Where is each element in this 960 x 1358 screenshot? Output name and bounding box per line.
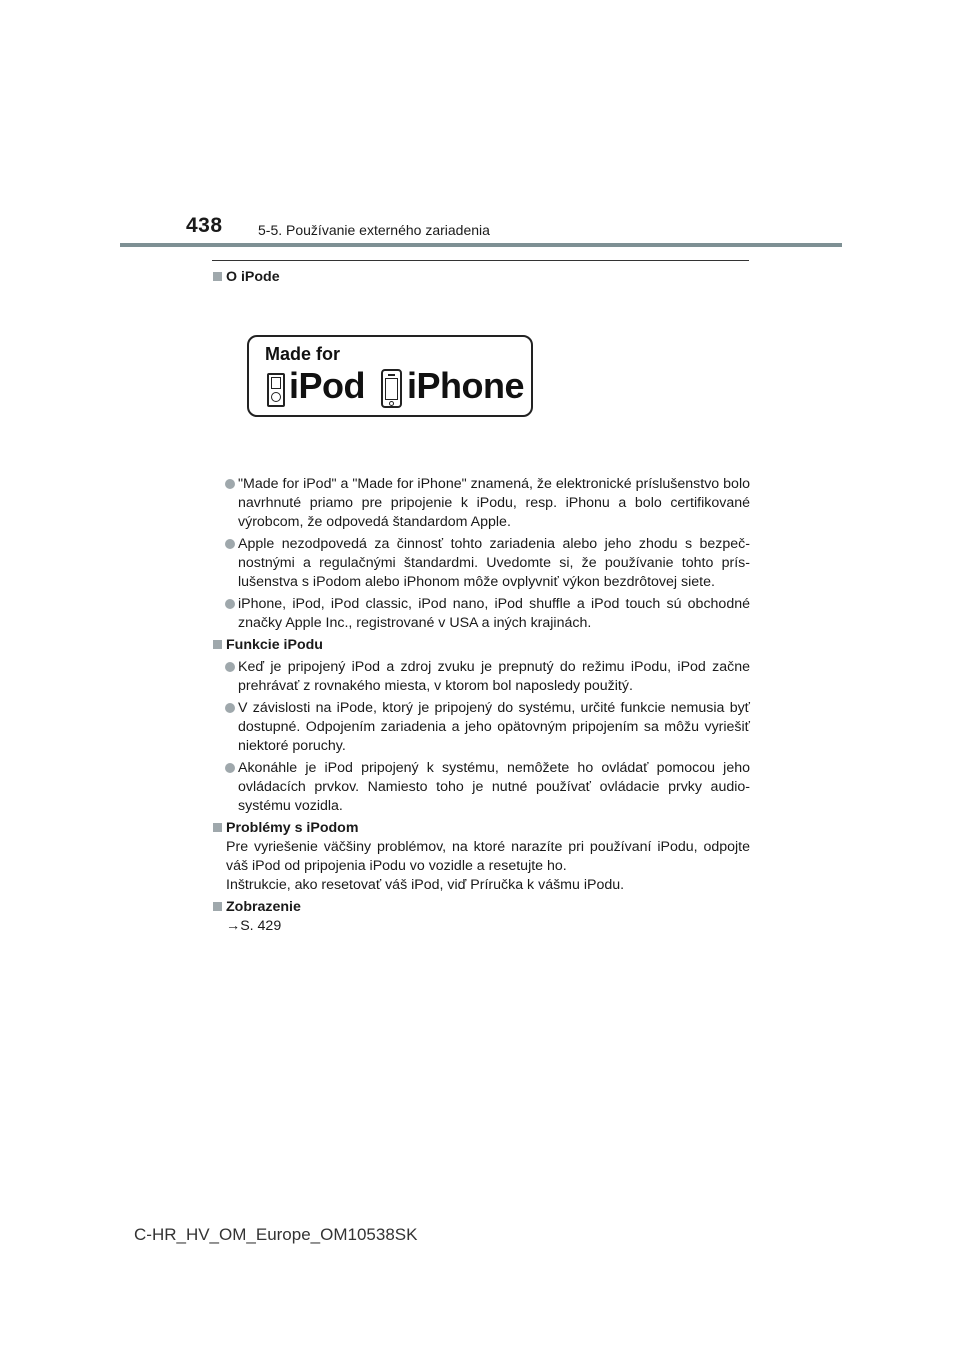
functions-bullet-list	[226, 658, 750, 816]
page-number: 438	[186, 214, 223, 237]
problems-text-reset: Inštrukcie, ako resetovať váš iPod, viď Príručka k vášmu iPodu.	[226, 877, 625, 893]
page-content	[212, 268, 750, 936]
display-page-reference: →S. 429	[226, 918, 282, 934]
document-code: C-HR_HV_OM_Europe_OM10538SK	[134, 1225, 418, 1244]
heading-ipod-problems: Problémy s iPodom	[212, 819, 750, 838]
section-divider	[212, 260, 749, 261]
list-item: Apple nezodpovedá za činnosť tohto zariadenia alebo jeho zhodu s bezpečnostnými a regulačnými štandardmi. Uvedomte si, že používanie tohto príslušenstva s iPodom alebo iPhonom môže ovplyvniť výkon bezdrôtovej siete.	[226, 535, 750, 592]
heading-display: Zobrazenie	[212, 898, 750, 917]
list-item: Keď je pripojený iPod a zdroj zvuku je prepnutý do režimu iPodu, iPod začne prehrávať z rovnakého miesta, v ktorom bol naposledy použitý.	[226, 658, 750, 696]
header-rule	[120, 243, 842, 247]
heading-ipod-functions: Funkcie iPodu	[212, 636, 750, 655]
list-item: V závislosti na iPode, ktorý je pripojený do systému, určité funkcie nemusia byť dostupné. Odpojením zariadenia a jeho opätovným pripojením sa môžu vyriešiť niektoré poruchy.	[226, 699, 750, 756]
list-item: iPhone, iPod, iPod classic, iPod nano, iPod shuffle a iPod touch sú obchodné značky Apple Inc., registrované v USA a iných krajinách.	[226, 595, 750, 633]
heading-about-ipod: O iPode	[212, 268, 750, 287]
logo-ipod-text: iPod	[289, 365, 365, 406]
list-item: Akonáhle je iPod pripojený k systému, nemôžete ho ovládať pomocou jeho ovládacích prvkov. Namiesto toho je nutné používať ovládacie prvky audiosystému vozidla.	[226, 759, 750, 816]
section-header: 5-5. Používanie externého zariadenia	[258, 222, 490, 238]
list-item: "Made for iPod" a "Made for iPhone" znamená, že elektronické príslušenstvo bolo navrhnuté priamo pre pripojenie k iPodu, resp. iPhonu a bolo certifikované výrobcom, že odpovedá štandardom Apple.	[226, 475, 750, 532]
logo-iphone-text: iPhone	[407, 365, 525, 406]
about-bullet-list	[226, 475, 750, 633]
logo-made-for-text: Made for	[265, 344, 341, 364]
problems-text: Pre vyriešenie väčšiny problémov, na ktoré narazíte pri používaní iPodu, odpojte váš iPod od pripojenia iPodu vo vozidle a resetujte ho.	[226, 839, 750, 874]
